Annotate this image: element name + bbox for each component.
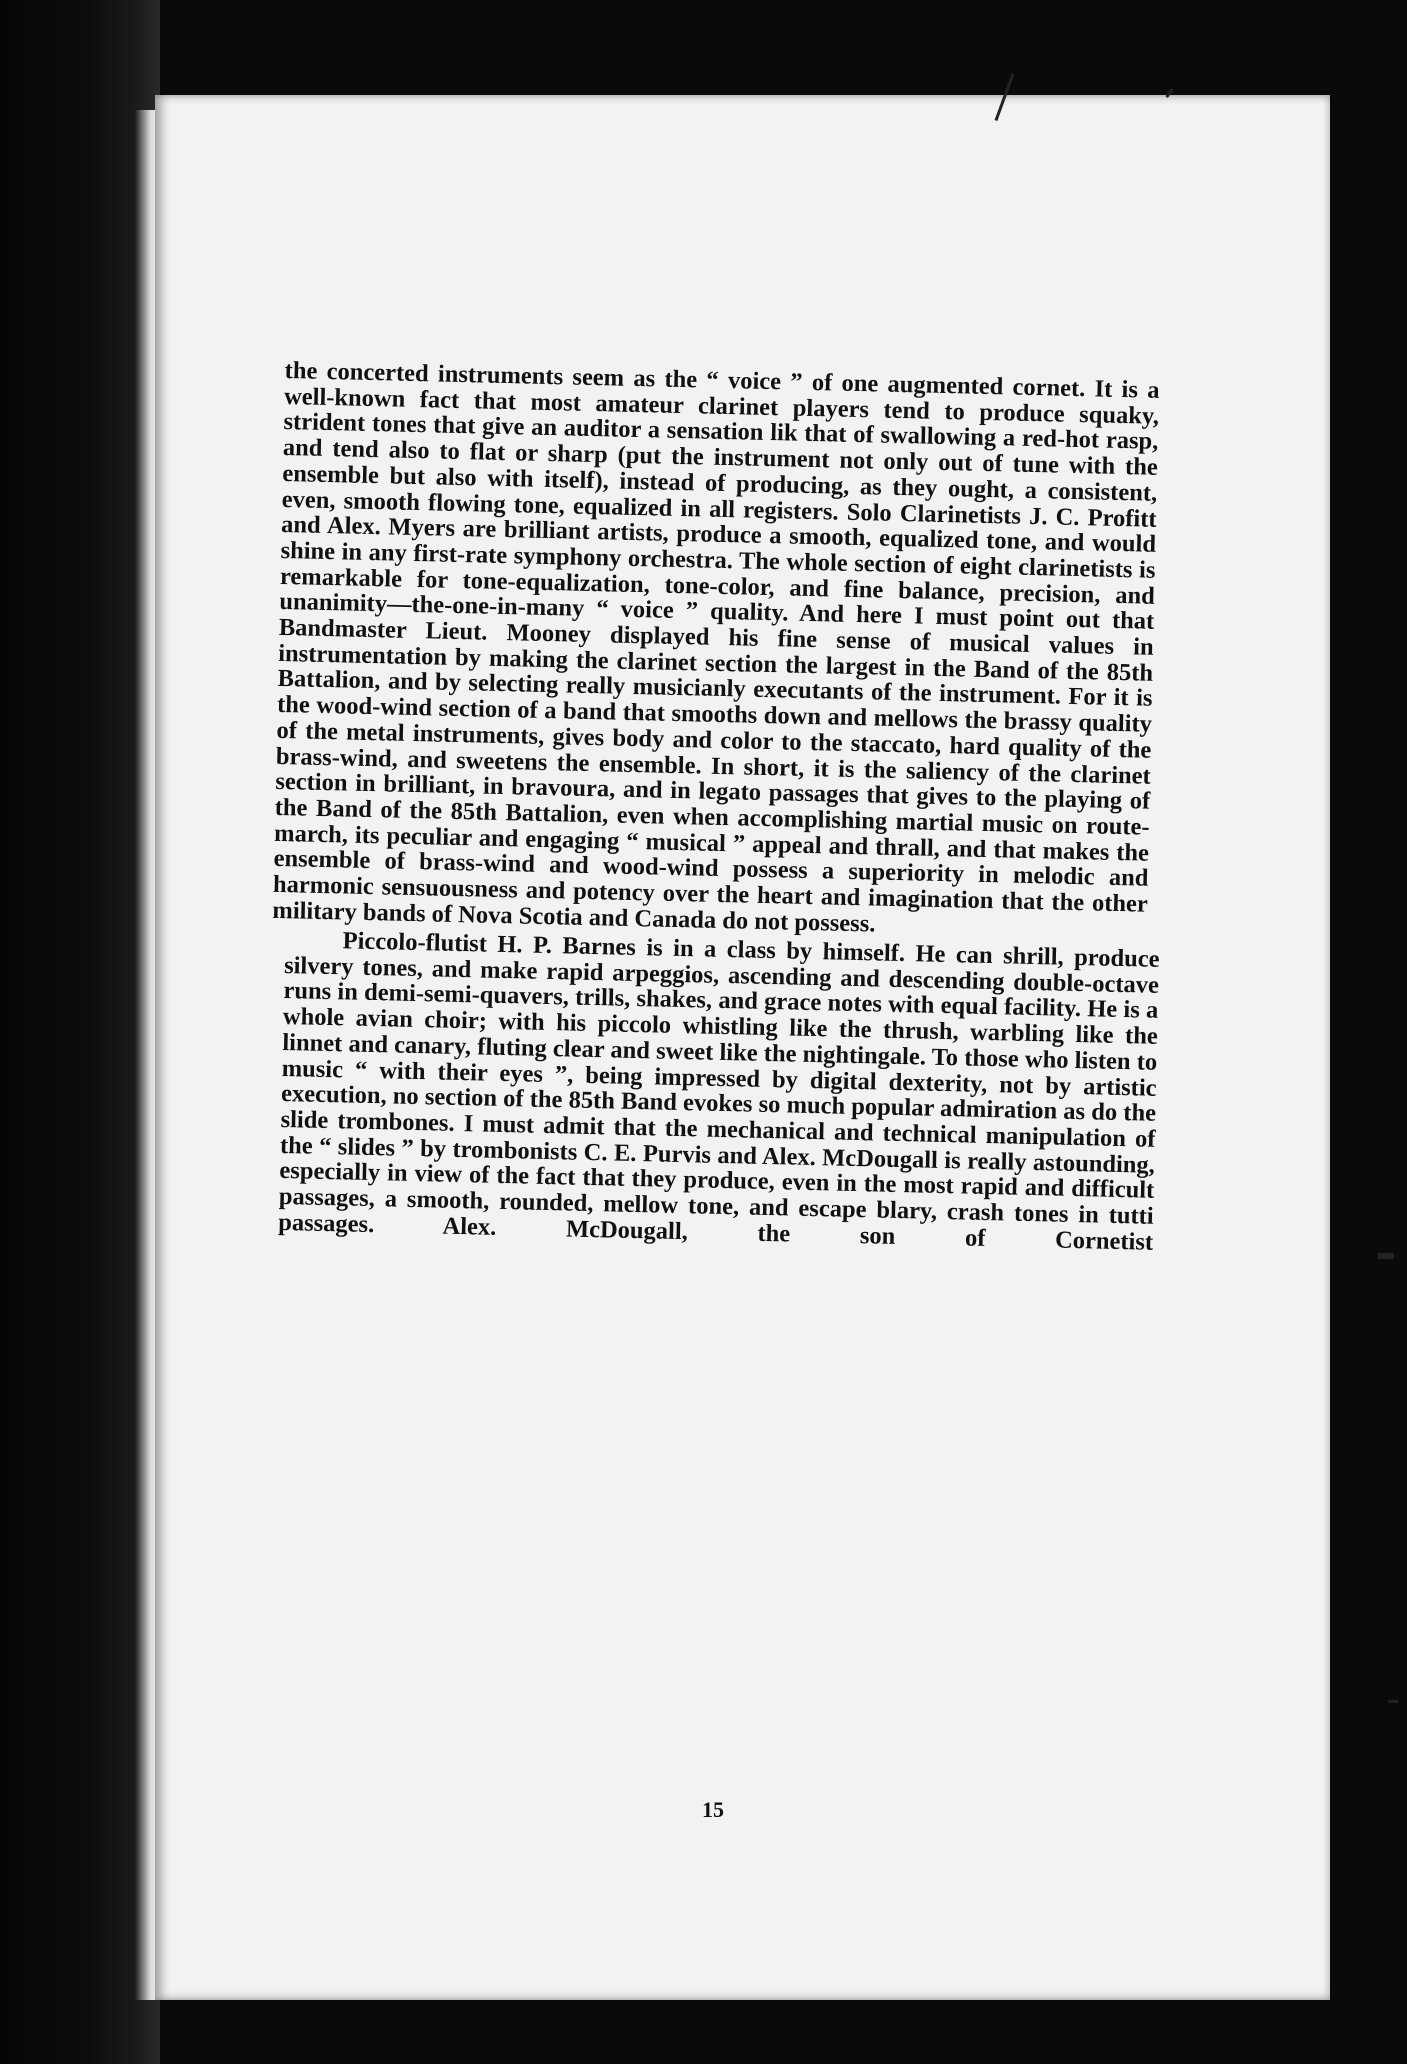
body-text: [272, 357, 1160, 1256]
page-number: 15: [702, 1797, 724, 1822]
scan-mark: [1378, 1253, 1394, 1259]
paragraph-clarinets: the concerted instruments seem as the “ voice ” of one augmented cornet. It is a well-known fact that most amateur clarinet players tend to produce squaky, strident tones that give an auditor a sensation lik that of swallowing a red-hot rasp, and tend also to flat or sharp (put the instrument not only out of tune with the ensemble but also with itself), instead of producing, as they ought, a consistent, even, smooth flowing tone, equalized in all registers. Solo Clarinetists J. C. Profitt and Alex. Myers are brilliant artists, produce a smooth, equalized tone, and would shine in any first-rate symphony orchestra. The whole section of eight clarinetists is remarkable for tone-equalization, tone-color, and fine balance, precision, and unanimity—the-one-in-many “ voice ” quality. And here I must point out that Bandmaster Lieut. Mooney displayed his fine sense of musical values in instrumentation by making the clarinet section the largest in the Band of the 85th Battalion, and by selecting really musicianly executants of the instrument. For it is the wood-wind section of a band that smooths down and mellows the brassy quality of the metal instruments, gives body and color to the staccato, hard quality of the brass-wind, and sweetens the ensemble. In short, it is the saliency of the clarinet section in brilliant, in bravoura, and in legato passages that gives to the playing of the Band of the 85th Battalion, even when accomplishing martial music on route-march, its peculiar and engaging “ musical ” appeal and thrall, and that makes the ensemble of brass-wind and wood-wind possess a superiority in melodic and harmonic sensuousness and potency over the heart and imagination that the other military bands of Nova Scotia and Canada do not possess.: [272, 357, 1160, 938]
paragraph-piccolo-trombones: Piccolo-flutist H. P. Barnes is in a class by himself. He can shrill, produce silvery tones, and make rapid arpeggios, ascending and descending double-octave runs in demi-semi-quavers, trills, shakes, and grace notes with equal facility. He is a whole avian choir; with his piccolo whistling like the thrush, warbling like the linnet and canary, fluting clear and sweet like the nightingale. To those who listen to music “ with their eyes ”, being impressed by digital dexterity, not by artistic execution, no section of the 85th Band evokes so much popular admiration as do the slide trombones. I must admit that the mechanical and technical manipulation of the “ slides ” by trombonists C. E. Purvis and Alex. McDougall is really astounding, especially in view of the fact that they produce, even in the most rapid and difficult passages, a smooth, rounded, mellow tone, and escape blary, crash tones in tutti passages. Alex. McDougall, the son of Cornetist: [277, 927, 1160, 1256]
scan-mark: [1388, 1700, 1398, 1703]
